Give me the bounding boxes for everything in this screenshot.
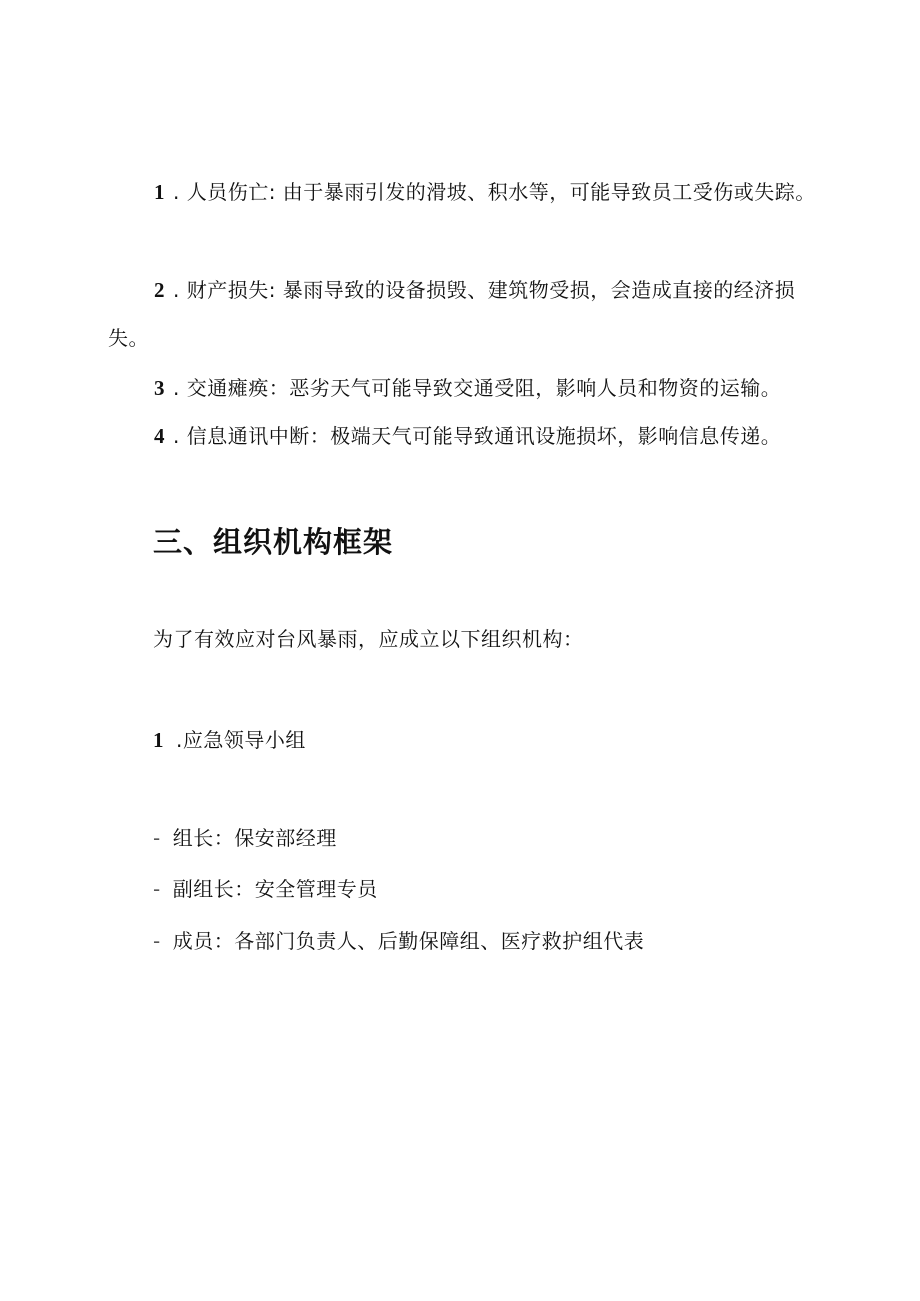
- member-line-members: [153, 926, 644, 956]
- list-dash: -: [153, 929, 161, 953]
- risk-item-text: . 信息通讯中断：极端天气可能导致通讯设施损坏，影响信息传递。: [173, 424, 782, 448]
- intro-paragraph: 为了有效应对台风暴雨，应成立以下组织机构：: [153, 627, 584, 651]
- member-text: 组长：保安部经理: [172, 826, 337, 850]
- risk-item-number: 4: [154, 424, 165, 448]
- risk-item-3: [108, 364, 818, 412]
- list-dash: -: [153, 877, 161, 901]
- section-heading: 三、组织机构框架: [153, 525, 394, 559]
- risk-item-1: [108, 168, 818, 216]
- subsection-number: 1: [153, 728, 164, 752]
- risk-item-number: 1: [154, 180, 165, 204]
- subsection-title: [153, 725, 306, 755]
- risk-item-number: 3: [154, 376, 165, 400]
- risk-item-text: . 财产损失: 暴雨导致的设备损毁、建筑物受损，会造成直接的经济损失。: [108, 278, 796, 350]
- member-line-deputy: [153, 874, 378, 904]
- risk-item-text: . 交通瘫痪：恶劣天气可能导致交通受阻，影响人员和物资的运输。: [173, 376, 782, 400]
- risk-item-2: [108, 266, 818, 362]
- subsection-text: .应急领导小组: [176, 728, 306, 752]
- member-line-leader: [153, 823, 337, 853]
- risk-item-text: . 人员伤亡: 由于暴雨引发的滑坡、积水等，可能导致员工受伤或失踪。: [173, 180, 816, 204]
- list-dash: -: [153, 826, 161, 850]
- risk-item-4: [108, 412, 818, 460]
- risk-item-number: 2: [154, 278, 165, 302]
- member-text: 副组长：安全管理专员: [172, 877, 378, 901]
- member-text: 成员：各部门负责人、后勤保障组、医疗救护组代表: [172, 929, 645, 953]
